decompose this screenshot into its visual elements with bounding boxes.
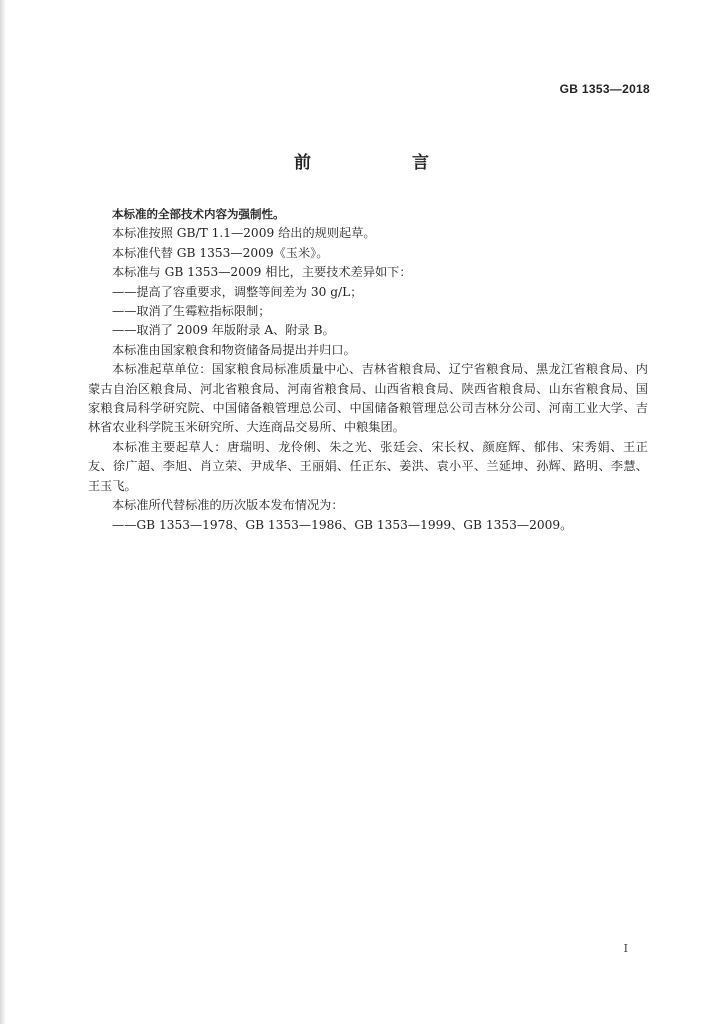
standard-code-header: GB 1353—2018: [559, 82, 650, 96]
paragraph-drafters: 本标准主要起草人：唐瑞明、龙伶俐、朱之光、张廷会、宋长权、颜庭辉、郁伟、宋秀娟、王正友、徐广超、李旭、肖立荣、尹成华、王丽娟、任正东、姜洪、袁小平、兰延坤、孙辉、路明、李慧、王玉飞。: [88, 439, 648, 493]
paragraph-replaces: 本标准代替 GB 1353—2009《玉米》。: [112, 245, 329, 260]
paragraph-differences-intro: 本标准与 GB 1353—2009 相比，主要技术差异如下：: [112, 265, 412, 280]
document-body: [88, 205, 648, 535]
page-title: 前 言: [294, 153, 471, 173]
list-item-difference: ——提高了容重要求，调整等间差为 30 g/L；: [112, 284, 363, 299]
paragraph-proposer: 本标准由国家粮食和物资储备局提出并归口。: [112, 342, 356, 357]
page-number: I: [623, 942, 628, 955]
list-item-history: ——GB 1353—1978、GB 1353—1986、GB 1353—1999、GB 1353—2009。: [112, 517, 573, 532]
paragraph-mandatory-statement: 本标准的全部技术内容为强制性。: [112, 207, 285, 221]
paragraph-drafting-units: 本标准起草单位：国家粮食局标准质量中心、吉林省粮食局、辽宁省粮食局、黑龙江省粮食局、内蒙古自治区粮食局、河北省粮食局、河南省粮食局、山西省粮食局、陕西省粮食局、山东省粮食局、国家粮食局科学研究院、中国储备粮管理总公司、中国储备粮管理总公司吉林分公司、河南工业大学、吉林省农业科学院玉米研究所、大连商品交易所、中粮集团。: [88, 362, 648, 435]
paragraph-history-intro: 本标准所代替标准的历次版本发布情况为：: [112, 498, 344, 513]
list-item-difference: ——取消了 2009 年版附录 A、附录 B。: [112, 323, 335, 338]
list-item-difference: ——取消了生霉粒指标限制；: [112, 304, 271, 319]
paragraph-drafting-rules: 本标准按照 GB/T 1.1—2009 给出的规则起草。: [112, 226, 376, 241]
